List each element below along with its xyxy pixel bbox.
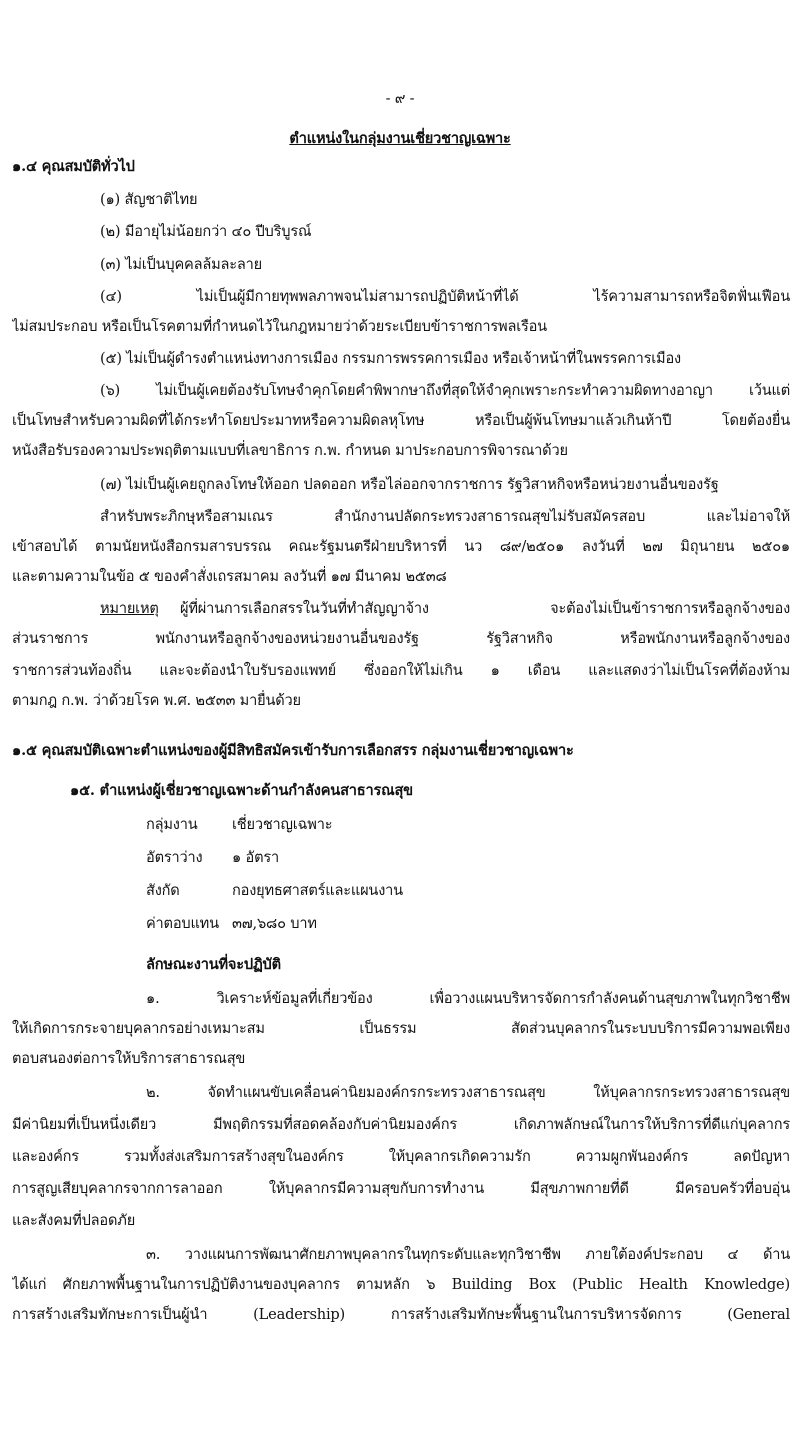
duty-2-line-5: และสังคมที่ปลอดภัย	[12, 1212, 136, 1229]
duty-2-line-1: ๒. จัดทำแผนขับเคลื่อนค่านิยมองค์กรกระทรวงสาธารณสุข ให้บุคลากรกระทรวงสาธารณสุข	[146, 1084, 790, 1101]
note-label: หมายเหตุ	[100, 600, 159, 617]
duty-3-line-3: การสร้างเสริมทักษะการเป็นผู้นำ (Leadership) การสร้างเสริมทักษะพื้นฐานในการบริหารจัดการ (General	[12, 1306, 790, 1323]
pay-value: ๓๗,๖๘๐ บาท	[232, 915, 317, 932]
group-label: กลุ่มงาน	[146, 816, 198, 833]
group-value: เชี่ยวชาญเฉพาะ	[232, 816, 333, 833]
page-number: - ๙ -	[385, 90, 415, 107]
monk-line-2: เข้าสอบได้ ตามนัยหนังสือกรมสารบรรณ คณะรัฐมนตรีฝ่ายบริหารที่ นว ๘๙/๒๕๐๑ ลงวันที่ ๒๗ มิถุนายน ๒๕๐๑	[12, 538, 790, 555]
item-2: (๒) มีอายุไม่น้อยกว่า ๔๐ ปีบริบูรณ์	[100, 223, 312, 240]
duty-1-line-3: ตอบสนองต่อการให้บริการสาธารณสุข	[12, 1050, 246, 1067]
monk-line-1: สำหรับพระภิกษุหรือสามเณร สำนักงานปลัดกระทรวงสาธารณสุขไม่รับสมัครสอบ และไม่อาจให้	[100, 508, 790, 525]
section-1-4-title: ๑.๔ คุณสมบัติทั่วไป	[12, 158, 135, 175]
section-1-5-title: ๑.๕ คุณสมบัติเฉพาะตำแหน่งของผู้มีสิทธิสมัครเข้ารับการเลือกสรร กลุ่มงานเชี่ยวชาญเฉพาะ	[12, 742, 574, 759]
position-title: ๑๕. ตำแหน่งผู้เชี่ยวชาญเฉพาะด้านกำลังคนสาธารณสุข	[70, 782, 413, 799]
duty-3-line-1: ๓. วางแผนการพัฒนาศักยภาพบุคลากรในทุกระดับและทุกวิชาชีพ ภายใต้องค์ประกอบ ๔ ด้าน	[146, 1246, 790, 1263]
pay-label: ค่าตอบแทน	[146, 915, 219, 932]
item-6-line-3: หนังสือรับรองความประพฤติตามแบบที่เลขาธิการ ก.พ. กำหนด มาประกอบการพิจารณาด้วย	[12, 442, 568, 459]
note-line-4: ตามกฎ ก.พ. ว่าด้วยโรค พ.ศ. ๒๕๓๓ มายื่นด้วย	[12, 692, 301, 709]
note-line-1: ผู้ที่ผ่านการเลือกสรรในวันที่ทำสัญญาจ้าง จะต้องไม่เป็นข้าราชการหรือลูกจ้างของ	[180, 600, 790, 617]
item-7: (๗) ไม่เป็นผู้เคยถูกลงโทษให้ออก ปลดออก หรือไล่ออกจากราชการ รัฐวิสาหกิจหรือหน่วยงานอื่นของรัฐ	[100, 476, 719, 493]
item-1: (๑) สัญชาติไทย	[100, 191, 198, 208]
duty-2-line-2: มีค่านิยมที่เป็นหนึ่งเดียว มีพฤติกรรมที่สอดคล้องกับค่านิยมองค์กร เกิดภาพลักษณ์ในการให้บริการที่ดีแก่บุคลากร	[12, 1116, 790, 1133]
monk-line-3: และตามความในข้อ ๕ ของคำสั่งเถรสมาคม ลงวันที่ ๑๗ มีนาคม ๒๕๓๘	[12, 568, 447, 585]
item-5: (๕) ไม่เป็นผู้ดำรงตำแหน่งทางการเมือง กรรมการพรรคการเมือง หรือเจ้าหน้าที่ในพรรคการเมือง	[100, 350, 681, 367]
duty-1-line-2: ให้เกิดการกระจายบุคลากรอย่างเหมาะสม เป็นธรรม สัดส่วนบุคลากรในระบบบริการมีความพอเพียง	[12, 1020, 790, 1037]
item-6-line-2: เป็นโทษสำหรับความผิดที่ได้กระทำโดยประมาทหรือความผิดลหุโทษ หรือเป็นผู้พ้นโทษมาแล้วเกินห้าปี โดยต้องยื่น	[12, 412, 790, 429]
duty-3-line-2: ได้แก่ ศักยภาพพื้นฐานในการปฏิบัติงานของบุคลากร ตามหลัก ๖ Building Box (Public Health Knowledge)	[12, 1276, 790, 1293]
duty-2-line-3: และองค์กร รวมทั้งส่งเสริมการสร้างสุขในองค์กร ให้บุคลากรเกิดความรัก ความผูกพันองค์กร ลดปัญหา	[12, 1148, 790, 1165]
item-3: (๓) ไม่เป็นบุคคลล้มละลาย	[100, 256, 262, 273]
item-4-line-1: (๔) ไม่เป็นผู้มีกายทุพพลภาพจนไม่สามารถปฏิบัติหน้าที่ได้ ไร้ความสามารถหรือจิตฟั่นเฟือน	[100, 288, 790, 305]
duty-2-line-4: การสูญเสียบุคลากรจากการลาออก ให้บุคลากรมีความสุขกับการทำงาน มีสุขภาพกายที่ดี มีครอบครัวที่อบอุ่น	[12, 1180, 790, 1197]
unit-value: กองยุทธศาสตร์และแผนงาน	[232, 882, 403, 899]
note-line-3: ราชการส่วนท้องถิ่น และจะต้องนำใบรับรองแพทย์ ซึ่งออกให้ไม่เกิน ๑ เดือน และแสดงว่าไม่เป็นโรคที่ต้องห้าม	[12, 662, 790, 679]
duty-1-line-1: ๑. วิเคราะห์ข้อมูลที่เกี่ยวข้อง เพื่อวางแผนบริหารจัดการกำลังคนด้านสุขภาพในทุกวิชาชีพ	[146, 990, 790, 1007]
page-heading: ตำแหน่งในกลุ่มงานเชี่ยวชาญเฉพาะ	[289, 130, 511, 147]
item-6-line-1: (๖) ไม่เป็นผู้เคยต้องรับโทษจำคุกโดยคำพิพากษาถึงที่สุดให้จำคุกเพราะกระทำความผิดทางอาญา เว้นแต่	[100, 382, 790, 399]
duties-title: ลักษณะงานที่จะปฏิบัติ	[146, 956, 281, 973]
note-line-2: ส่วนราชการ พนักงานหรือลูกจ้างของหน่วยงานอื่นของรัฐ รัฐวิสาหกิจ หรือพนักงานหรือลูกจ้างของ	[12, 630, 790, 647]
vacancy-value: ๑ อัตรา	[232, 849, 279, 866]
vacancy-label: อัตราว่าง	[146, 849, 203, 866]
unit-label: สังกัด	[146, 882, 180, 899]
item-4-line-2: ไม่สมประกอบ หรือเป็นโรคตามที่กำหนดไว้ในกฎหมายว่าด้วยระเบียบข้าราชการพลเรือน	[12, 318, 547, 335]
